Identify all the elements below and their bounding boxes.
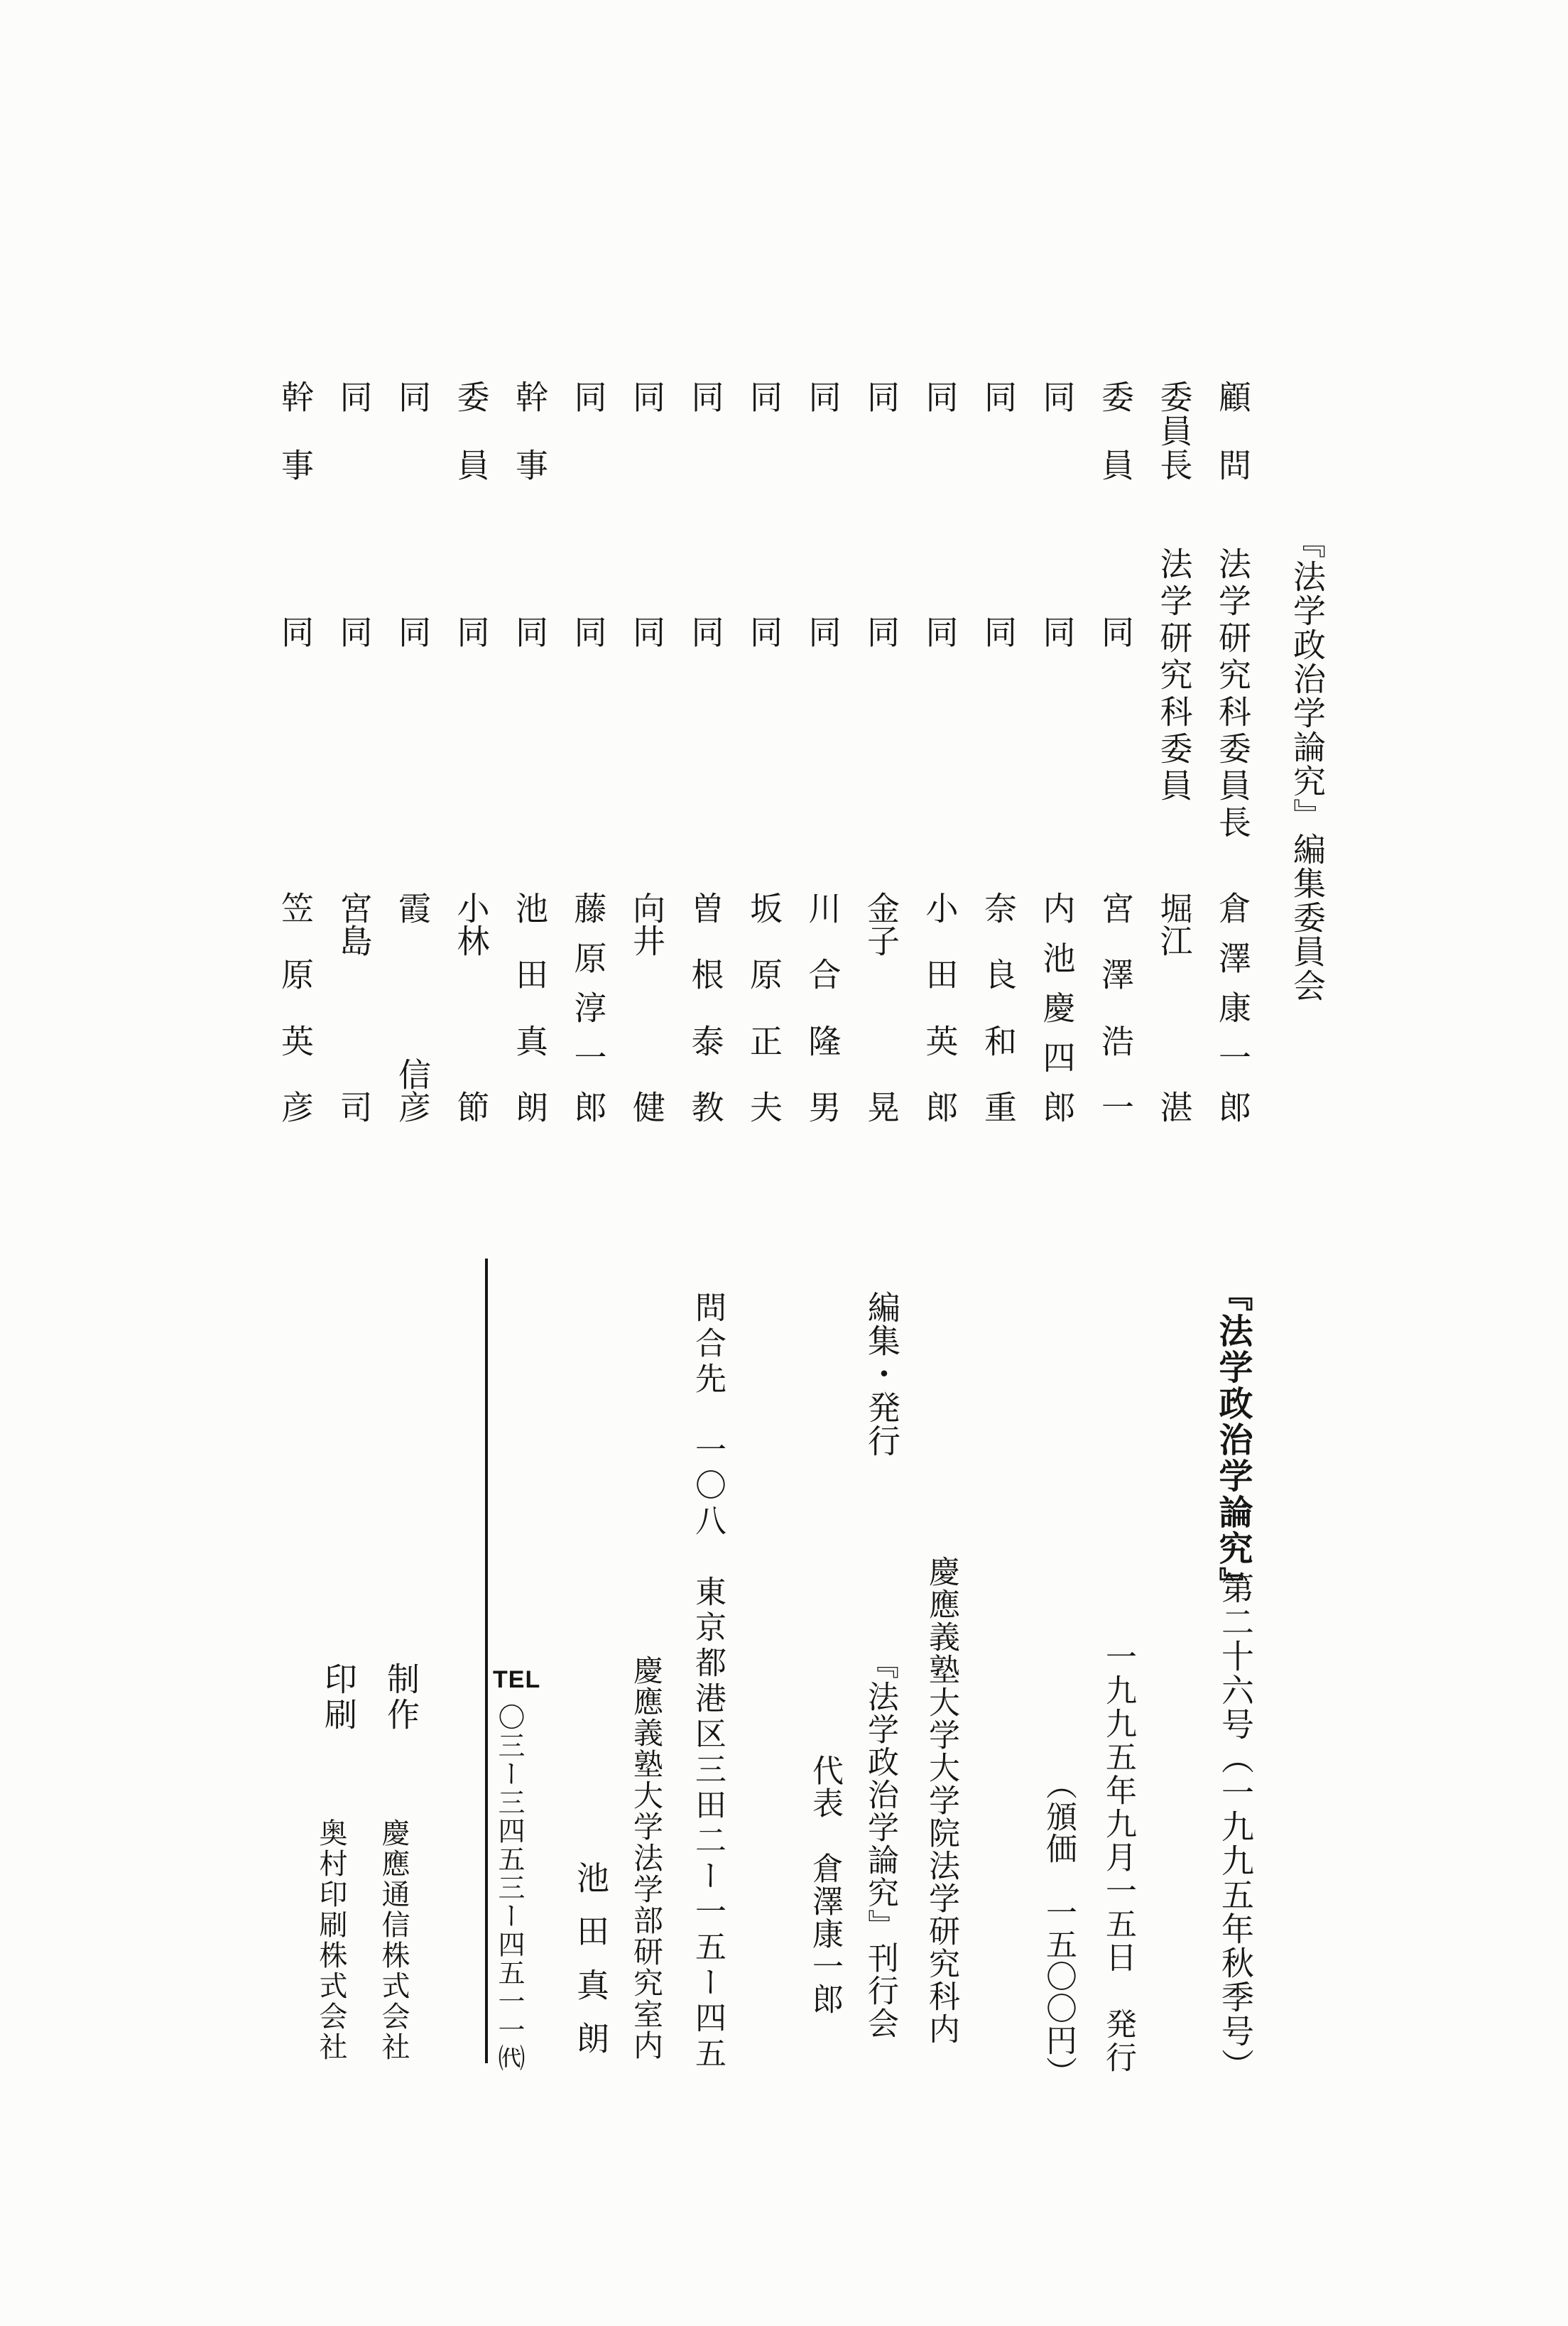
member-name: 内 池 慶 四 郎: [1038, 891, 1077, 1123]
member-role: 同: [745, 380, 783, 413]
member-affiliation: 同: [686, 615, 725, 652]
member-role: 同: [979, 380, 1018, 413]
publisher-name: 『法学政治学論究』刊行会: [862, 1648, 898, 2040]
committee-member-column: [394, 380, 431, 1123]
member-name: 倉 澤 康 一 郎: [1214, 891, 1252, 1123]
member-affiliation: 法学研究科委員: [1155, 547, 1194, 805]
production-company: 慶應通信株式会社: [377, 1818, 410, 2063]
tel-label: TEL: [493, 1666, 541, 1693]
member-affiliation: 同: [393, 615, 432, 652]
member-role: 委 員: [1096, 380, 1135, 481]
issue-number: 第二十六号（一九九五年秋季号）: [1216, 1571, 1255, 2082]
member-affiliation: 同: [276, 615, 315, 652]
production-label: 制作: [382, 1662, 420, 1733]
member-role: 同: [628, 380, 666, 413]
committee-member-column: [863, 380, 900, 1123]
member-name: 宮 澤 浩 一: [1096, 891, 1135, 1123]
committee-member-column: [628, 380, 665, 1123]
member-role: 同: [393, 380, 432, 413]
printing-label: 印刷: [320, 1662, 358, 1733]
member-role: 同: [334, 380, 374, 413]
member-role: 同: [569, 380, 608, 413]
contact-line: 問合先 一〇八 東京都港区三田二ー一五ー四五: [690, 1291, 726, 2072]
member-role: 顧 問: [1214, 380, 1252, 481]
member-name: 霞 信彦: [393, 891, 432, 1123]
committee-member-column: [687, 380, 724, 1123]
member-affiliation: 同: [1038, 615, 1077, 652]
contact-org: 慶應義塾大学法学部研究室内: [629, 1655, 664, 2061]
separator-rule: [485, 1259, 488, 2063]
member-role: 幹 事: [276, 380, 315, 481]
member-name: 曽 根 泰 教: [686, 891, 725, 1123]
committee-member-column: [511, 380, 548, 1123]
member-affiliation: 同: [452, 615, 491, 652]
member-name: 藤 原 淳 一 郎: [569, 891, 608, 1123]
member-affiliation: 同: [920, 615, 959, 652]
printing-company: 奥村印刷株式会社: [315, 1818, 347, 2063]
member-name: 池 田 真 朗: [511, 891, 549, 1123]
member-name: 向井 健: [628, 891, 666, 1123]
member-affiliation: 同: [1096, 615, 1135, 652]
member-role: 同: [686, 380, 725, 413]
member-name: 小林 節: [452, 891, 491, 1123]
member-role: 同: [862, 380, 900, 413]
member-affiliation: 同: [628, 615, 666, 652]
member-role: 同: [920, 380, 959, 413]
member-name: 小 田 英 郎: [920, 891, 959, 1123]
member-name: 金子 晃: [862, 891, 900, 1123]
issue-date: 一九九五年九月一五日 発行: [1100, 1641, 1136, 2075]
committee-member-column: [1156, 380, 1193, 1123]
edit-publish-label: 編集・発行: [863, 1290, 901, 1457]
member-affiliation: 同: [511, 615, 549, 652]
member-role: 同: [803, 380, 842, 413]
committee-member-column: [336, 380, 373, 1123]
committee-member-column: [570, 380, 607, 1123]
committee-member-column: [1214, 380, 1251, 1123]
member-name: 笠 原 英 彦: [276, 891, 315, 1123]
committee-member-column: [277, 380, 314, 1123]
member-name: 川 合 隆 男: [803, 891, 842, 1123]
member-affiliation: 同: [569, 615, 608, 652]
contact-person: 池 田 真 朗: [572, 1861, 610, 2054]
committee-section: [277, 380, 1251, 1123]
member-role: 委 員 長: [1155, 380, 1194, 481]
tel-number: 〇三ー三四五三ー四五一一㈹: [494, 1703, 525, 2072]
member-affiliation: 法学研究科委員長: [1214, 547, 1252, 842]
member-affiliation: 同: [745, 615, 783, 652]
committee-member-column: [922, 380, 959, 1123]
committee-member-column: [453, 380, 490, 1123]
committee-member-column: [1039, 380, 1076, 1123]
member-role: 委 員: [452, 380, 491, 481]
representative: 代表 倉澤康一郎: [807, 1754, 843, 2016]
member-role: 幹 事: [511, 380, 549, 481]
member-role: 同: [1038, 380, 1077, 413]
price: （頒価 一五〇〇円）: [1040, 1768, 1077, 2088]
committee-member-column: [746, 380, 783, 1123]
member-affiliation: 同: [803, 615, 842, 652]
member-name: 宮島 司: [334, 891, 374, 1123]
member-affiliation: 同: [334, 615, 374, 652]
committee-title: 『法学政治学論究』編集委員会: [1288, 526, 1327, 1003]
committee-member-column: [1097, 380, 1134, 1123]
committee-member-column: [980, 380, 1017, 1123]
committee-member-column: [805, 380, 842, 1123]
member-affiliation: 同: [862, 615, 900, 652]
journal-title: 『法学政治学論究』: [1213, 1277, 1253, 1603]
member-name: 坂 原 正 夫: [745, 891, 783, 1123]
member-name: 奈 良 和 重: [979, 891, 1018, 1123]
publisher-org: 慶應義塾大学大学院法学研究科内: [923, 1555, 959, 2045]
member-affiliation: 同: [979, 615, 1018, 652]
member-name: 堀江 湛: [1155, 891, 1194, 1123]
